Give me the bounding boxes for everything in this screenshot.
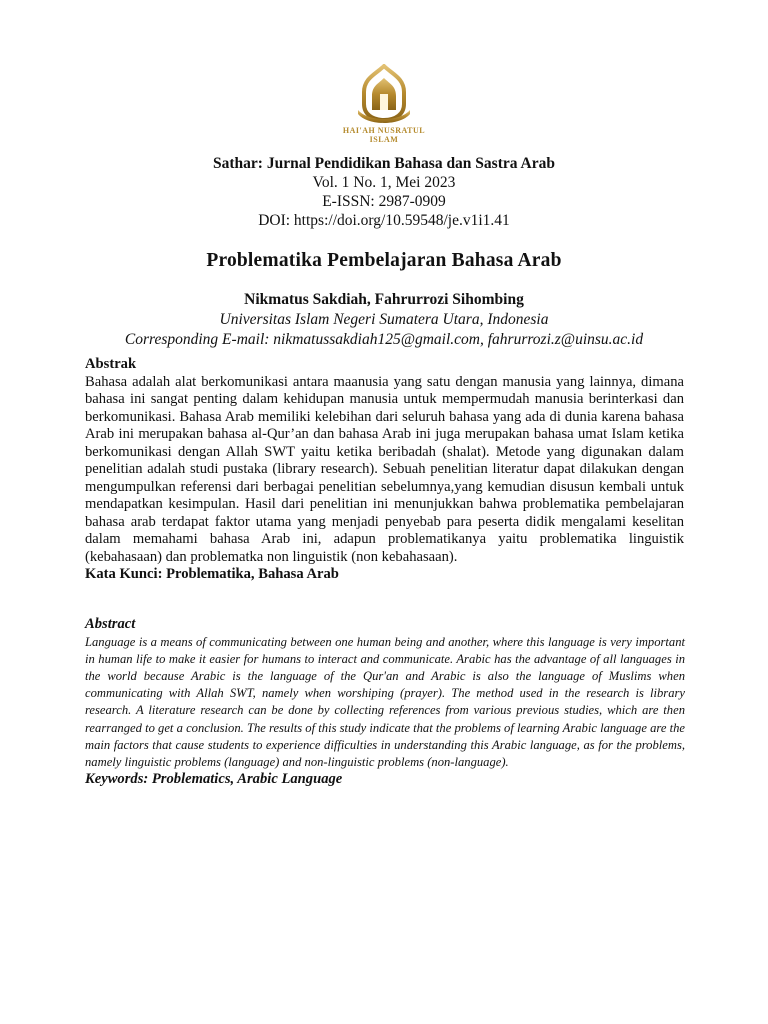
abstract-body: Language is a means of communicating between one human being and another, where this language is very important in human life to make it easier for humans to interact and communicate. Arabic has the advantage of all languages in the world because Arabic is the language of the Qur'an and Arabic is also the language of Muslims when communicating with Allah SWT, namely when worshiping (prayer). The method used in the research is library research. A literature research can be done by collecting references from various previous studies, which are then rearranged to get a conclusion. The results of this study indicate that the problems of learning Arabic language are the main factors that cause students to experience difficulties in understanding this Arabic language, as for the problems, namely linguistic problems (language) and non-linguistic problems (non-language).: [85, 634, 685, 769]
journal-volume: Vol. 1 No. 1, Mei 2023: [312, 174, 456, 191]
journal-header: [0, 154, 768, 230]
abstract-keywords: Keywords: Problematics, Arabic Language: [85, 771, 343, 788]
mosque-emblem-icon: [354, 64, 414, 126]
journal-issn: E-ISSN: 2987-0909: [322, 193, 446, 210]
author-affiliation: Universitas Islam Negeri Sumatera Utara, Indonesia: [219, 311, 549, 328]
abstract-section: [85, 616, 685, 789]
corresponding-email[interactable]: Corresponding E-mail: nikmatussakdiah125@gmail.com, fahrurrozi.z@uinsu.ac.id: [124, 331, 644, 348]
abstrak-body: Bahasa adalah alat berkomunikasi antara maanusia yang satu dengan manusia yang lainnya, dimana bahasa ini sangat penting dalam kehidupan manusia untuk mempermudah manusia berinterkasi dan berkomunikasi. Bahasa Arab memiliki kelebihan dari seluruh bahasa yang ada di dunia karena bahasa Arab ini merupakan bahasa al-Qur’an dan bahasa Arab ini juga merupakan bahasa umat Islam ketika berkomunikasi dengan Allah SWT yaitu ketika beribadah (shalat). Metode yang digunakan dalam penelitian adalah studi pustaka (library research). Sebuah penelitian literatur dapat dilakukan dengan mengumpulkan referensi dari berbagai penelitian sebelumnya,yang kemudian disusun kembali untuk mendapatkan kesimpulan. Hasil dari penelitian ini menunjukkan bahwa problematika pembelajaran bahasa arab terdapat faktor utama yang menjadi penyebab para peserta didik mengalami keselitan dalam memahami bahasa Arab ini, adapun problematikanya yaitu problematika linguistik (kebahasaan) dan problematka non linguistik (non kebahasaan).: [85, 373, 684, 565]
publisher-logo: [324, 64, 444, 150]
abstrak-heading: Abstrak: [85, 356, 137, 372]
author-names: Nikmatus Sakdiah, Fahrurrozi Sihombing: [244, 291, 524, 308]
abstrak-keywords: Kata Kunci: Problematika, Bahasa Arab: [85, 566, 339, 582]
paper-title: Problematika Pembelajaran Bahasa Arab: [206, 250, 562, 271]
abstract-heading: Abstract: [85, 616, 136, 632]
author-block: [0, 290, 768, 350]
journal-name: Sathar: Jurnal Pendidikan Bahasa dan Sastra Arab: [213, 155, 555, 172]
abstrak-section: [85, 356, 684, 584]
logo-line-2: ISLAM: [369, 135, 399, 144]
journal-doi[interactable]: DOI: https://doi.org/10.59548/je.v1i1.41: [258, 212, 510, 229]
logo-line-1: HAI'AH NUSRATUL: [342, 126, 426, 135]
